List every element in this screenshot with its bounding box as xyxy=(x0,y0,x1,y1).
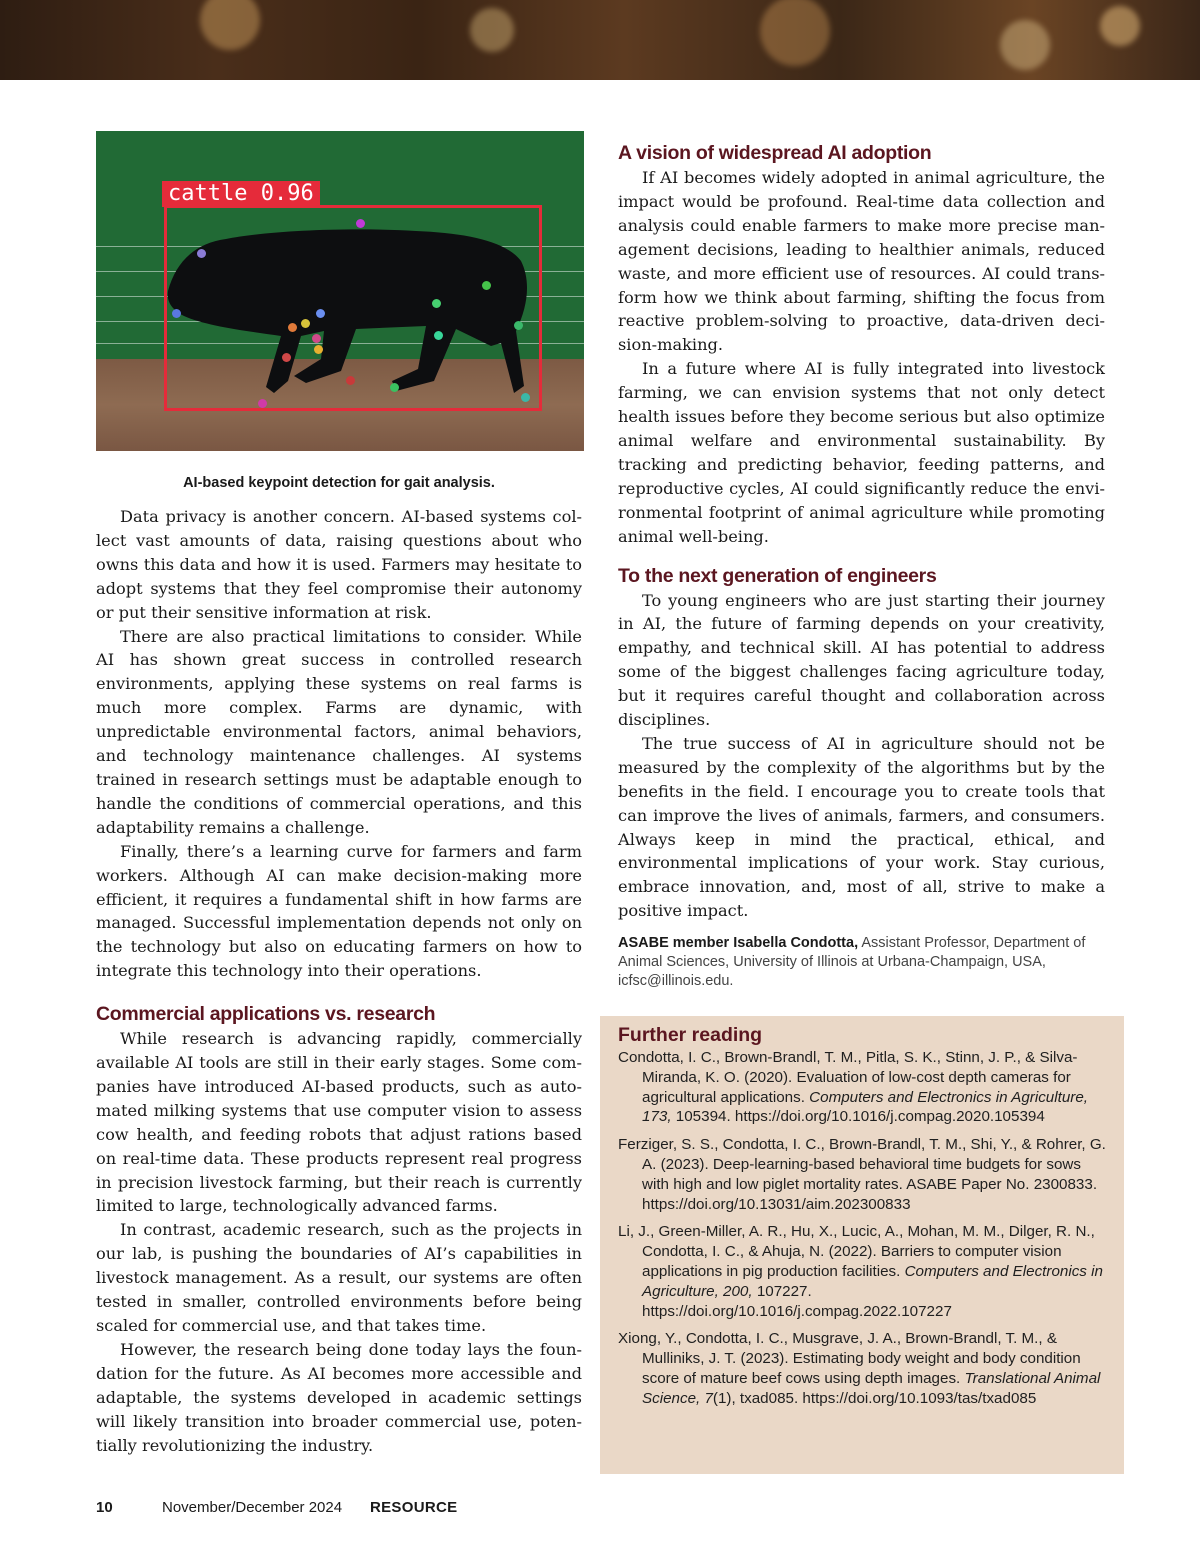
reference-journal: Translational Animal Science, 7 xyxy=(642,1369,1101,1407)
paragraph: While research is advancing rapidly, commercially available AI tools are still in their early stages. Some companies have introduced AI-based products, such as automated milking systems that use computer vision to assess cow health, and feeding robots that adjust rations based on real-time data. These products represent real progress in precision livestock farming, but their reach is currently limited to large, technologically advanced farms. xyxy=(96,1029,582,1216)
keypoint xyxy=(197,249,206,258)
keypoint xyxy=(312,334,321,343)
issue-date: November/December 2024 xyxy=(162,1499,343,1516)
paragraph: Data privacy is another concern. AI-based systems collect vast amounts of data, raising questions about who owns this data and how it is used. Farmers may hesitate to adopt systems that they feel compromise their autonomy or put their sensitive information at risk. xyxy=(96,507,582,622)
keypoint xyxy=(521,393,530,402)
keypoint xyxy=(514,321,523,330)
section-heading-next-generation: To the next generation of engineers xyxy=(618,564,937,587)
paragraph: However, the research being done today lays the foundation for the future. As AI becomes more accessible and adaptable, the systems developed in academic settings will likely transition into broader commercial use, potentially revolutionizing the industry. xyxy=(96,1339,582,1455)
detection-label: cattle 0.96 xyxy=(162,181,320,207)
reference-text: Ferziger, S. S., Condotta, I. C., Brown-Brandl, T. M., Shi, Y., & Rohrer, G. A. (2023). Deep-learning-based behavioral time budgets for sows with high and low piglet mortality rates. ASABE Paper No. 2300833. https://doi.org/10.13031/aim.202300833 xyxy=(618,1136,1106,1213)
reference-item xyxy=(618,1329,1106,1408)
paragraph: The true success of AI in agriculture should not be measured by the complexity of the algorithms but by the benefits in the field. I encourage you to create tools that can improve the lives of animals, farmers, and consumers. Always keep in mind the practical, ethical, and environmental implications of your work. Stay curious, embrace innovation, and, most of all, strive to make a positive impact. xyxy=(618,733,1105,921)
keypoint xyxy=(301,319,310,328)
reference-item xyxy=(618,1222,1106,1321)
figure-caption: AI-based keypoint detection for gait analysis. xyxy=(183,475,495,491)
reference-journal: Computers and Electronics in Agriculture, 173, xyxy=(642,1088,1088,1126)
keypoint xyxy=(434,331,443,340)
left-column xyxy=(96,131,582,1457)
keypoint xyxy=(172,309,181,318)
reference-journal: Computers and Electronics in Agriculture, 200, xyxy=(642,1262,1103,1300)
keypoint xyxy=(346,376,355,385)
bokeh-light xyxy=(470,8,514,52)
bokeh-light xyxy=(760,0,830,66)
reference-item xyxy=(618,1048,1106,1127)
reference-tail: 107227. https://doi.org/10.1016/j.compag.2022.107227 xyxy=(642,1282,952,1320)
reference-text: Xiong, Y., Condotta, I. C., Musgrave, J. A., Brown-Brandl, T. M., & Mulliniks, J. T. (2023). Estimating body weight and body condition score of mature beef cows using depth images. xyxy=(618,1330,1081,1387)
reference-item xyxy=(618,1135,1106,1214)
bokeh-light xyxy=(1000,20,1050,70)
bokeh-light xyxy=(1100,6,1140,46)
right-body-section-2 xyxy=(618,589,1105,924)
paragraph: There are also practical limitations to consider. While AI has shown great success in controlled research environments, applying these systems on real farms is much more complex. Farms are dynamic, with unpredictable environmental factors, animal behaviors, and technology maintenance challenges. AI systems trained in research settings must be adaptable enough to handle the conditions of commercial operations, and this adaptability remains a challenge. xyxy=(96,626,582,837)
right-body-section-1 xyxy=(618,166,1105,549)
keypoint xyxy=(390,383,399,392)
reference-text: Li, J., Green-Miller, A. R., Hu, X., Lucic, A., Mohan, M. M., Dilger, R. N., Condotta, I. C., & Ahuja, N. (2022). Barriers to computer vision applications in pig production facilities. xyxy=(618,1223,1095,1280)
right-column xyxy=(618,140,1105,991)
keypoint xyxy=(314,345,323,354)
bokeh-light xyxy=(200,0,260,50)
left-body-section-1 xyxy=(96,505,582,983)
section-heading-commercial: Commercial applications vs. research xyxy=(96,1003,436,1026)
keypoint xyxy=(432,299,441,308)
reference-text: Condotta, I. C., Brown-Brandl, T. M., Pitla, S. K., Stinn, J. P., & Silva-Miranda, K. O. (2020). Evaluation of low-cost depth cameras for agricultural applications. xyxy=(618,1049,1078,1106)
author-name: ASABE member Isabella Condotta, xyxy=(618,935,859,952)
keypoint xyxy=(258,399,267,408)
keypoint xyxy=(282,353,291,362)
left-body-section-2 xyxy=(96,1027,582,1457)
further-reading-box xyxy=(600,1016,1124,1474)
section-heading-vision: A vision of widespread AI adoption xyxy=(618,142,932,164)
paragraph: In contrast, academic research, such as the projects in our lab, is pushing the boundaries of AI’s capabilities in livestock management. As a result, our systems are often tested in smaller, controlled environments before being scaled for commercial use, and that takes time. xyxy=(96,1220,582,1335)
paragraph: To young engineers who are just starting their journey in AI, the future of farming depends on your creativity, empathy, and technical skill. AI has potential to address some of the biggest challenges facing agriculture today, but it requires careful thought and collaboration across disciplines. xyxy=(618,590,1105,730)
keypoint xyxy=(482,281,491,290)
author-bio xyxy=(618,934,1105,991)
paragraph: In a future where AI is fully integrated into livestock farming, we can envision systems that not only detect health issues before they become serious but also optimize animal welfare and environmental sustainability. By tracking and predicting behavior, feeding patterns, and reproductive cycles, AI could significantly reduce the environmental footprint of animal agriculture while promoting animal well-being. xyxy=(618,359,1105,546)
keypoint xyxy=(356,219,365,228)
keypoint xyxy=(288,323,297,332)
reference-tail: (1), txad085. https://doi.org/10.1093/tas/txad085 xyxy=(712,1389,1037,1407)
author-affiliation: Assistant Professor, Department of Animal Sciences, University of Illinois at Urbana-Champaign, USA, icfsc@illinois.edu. xyxy=(618,935,1086,990)
paragraph: If AI becomes widely adopted in animal agriculture, the impact would be profound. Real-time data collection and analysis could enable farmers to make more precise management decisions, leading to healthier animals, reduced waste, and more efficient use of resources. AI could transform how we think about farming, shifting the focus from reactive problem-solving to proactive, data-driven decision-making. xyxy=(618,168,1105,355)
further-reading-heading: Further reading xyxy=(618,1024,763,1046)
magazine-name: RESOURCE xyxy=(370,1499,458,1516)
paragraph: Finally, there’s a learning curve for farmers and farm workers. Although AI can make decision-making more efficient, it requires a fundamental shift in how farms are managed. Successful implementation depends not only on the technology but also on educating farmers on how to integrate this technology into their operations. xyxy=(96,841,582,981)
keypoint xyxy=(316,309,325,318)
cattle-detection-image xyxy=(96,131,584,451)
page-footer xyxy=(96,1496,696,1520)
reference-tail: 105394. https://doi.org/10.1016/j.compag.2020.105394 xyxy=(671,1108,1045,1126)
top-banner-image xyxy=(0,0,1200,80)
page-number: 10 xyxy=(96,1499,113,1516)
